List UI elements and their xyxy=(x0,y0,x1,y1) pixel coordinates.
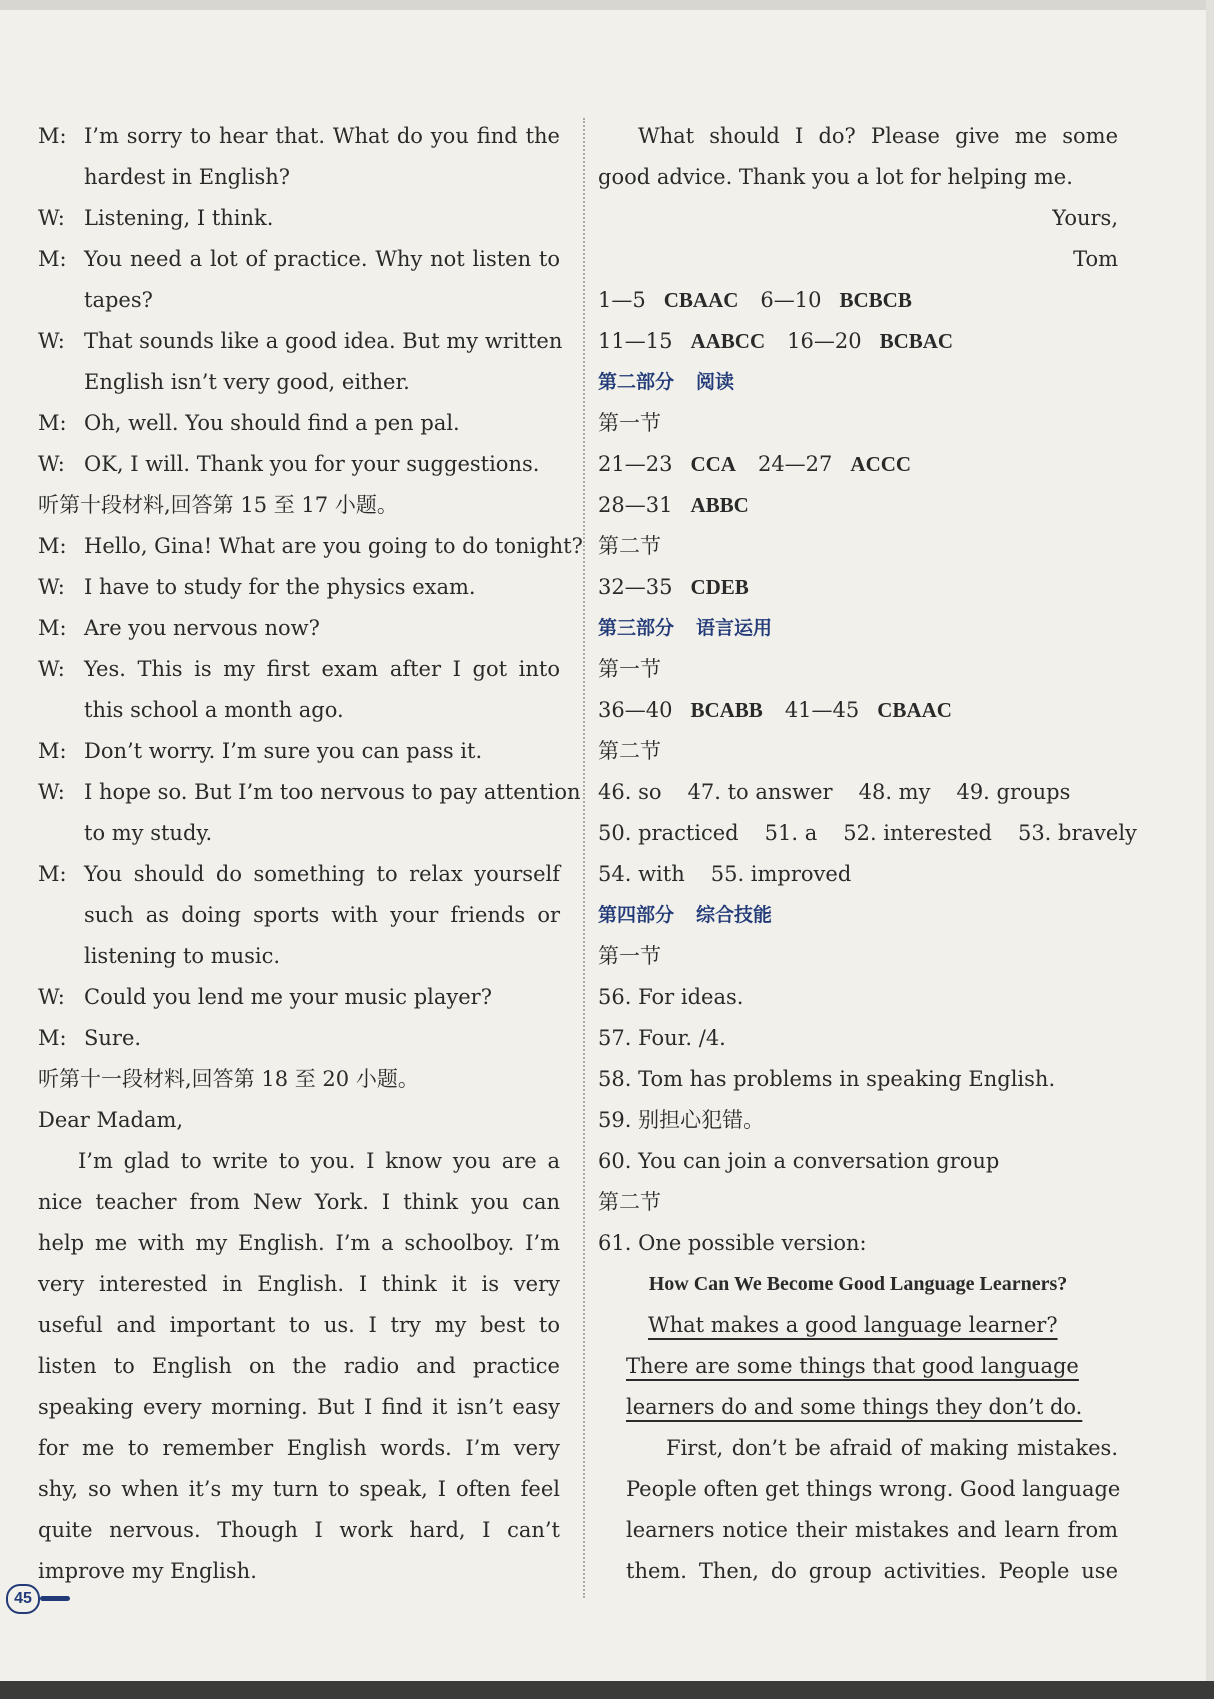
dialogue-line: M: Hello, Gina! What are you going to do tonight? xyxy=(38,534,583,558)
essay-line: them. Then, do group activities. People use xyxy=(626,1559,1118,1583)
answer-line: 57. Four. /4. xyxy=(598,1026,726,1050)
letter-signature: Tom xyxy=(1073,247,1118,271)
dialogue-line: this school a month ago. xyxy=(84,698,344,722)
subsection-label: 第一节 xyxy=(598,411,661,435)
dialogue-line: M: I’m sorry to hear that. What do you find the xyxy=(38,124,560,148)
column-divider xyxy=(583,118,585,1598)
essay-line: First, don’t be afraid of making mistakes. xyxy=(666,1436,1118,1460)
dialogue-line: M: Don’t worry. I’m sure you can pass it. xyxy=(38,739,483,763)
dialogue-line: tapes? xyxy=(84,288,153,312)
essay-line: What makes a good language learner? xyxy=(648,1313,1058,1337)
dialogue-line: English isn’t very good, either. xyxy=(84,370,410,394)
essay-line: People often get things wrong. Good language xyxy=(626,1477,1121,1501)
dialogue-line: M: Are you nervous now? xyxy=(38,616,320,640)
dialogue-line: W: Could you lend me your music player? xyxy=(38,985,492,1009)
dialogue-line: W: Listening, I think. xyxy=(38,206,274,230)
letter-line: nice teacher from New York. I think you can xyxy=(38,1190,560,1214)
answer-line: 59. 别担心犯错。 xyxy=(598,1108,765,1132)
right-column xyxy=(598,116,1137,1592)
letter-salutation: Dear Madam, xyxy=(38,1108,184,1132)
letter-closing: Yours, xyxy=(1052,206,1118,230)
essay-line: learners notice their mistakes and learn from xyxy=(626,1518,1118,1542)
answer-line: 56. For ideas. xyxy=(598,985,744,1009)
letter-line: improve my English. xyxy=(38,1559,257,1583)
subsection-label: 第一节 xyxy=(598,944,661,968)
letter-line: good advice. Thank you a lot for helping me. xyxy=(598,165,1073,189)
answer-row: 32—35 CDEB xyxy=(598,575,749,599)
letter-line: shy, so when it’s my turn to speak, I often feel xyxy=(38,1477,560,1501)
scan-bottom-edge xyxy=(0,1681,1214,1699)
dialogue-line: M: Oh, well. You should find a pen pal. xyxy=(38,411,460,435)
dialogue-line: listening to music. xyxy=(84,944,281,968)
page-number: 45 xyxy=(6,1584,40,1614)
essay-line: learners do and some things they don’t do. xyxy=(626,1395,1083,1419)
dialogue-line: M: You should do something to relax yourself xyxy=(38,862,560,886)
dialogue-line: such as doing sports with your friends or xyxy=(84,903,560,927)
letter-line: help me with my English. I’m a schoolboy. I’m xyxy=(38,1231,560,1255)
scan-top-edge xyxy=(0,0,1214,10)
essay-line: There are some things that good language xyxy=(626,1354,1079,1378)
left-column xyxy=(38,116,583,1592)
letter-line: I’m glad to write to you. I know you are a xyxy=(78,1149,560,1173)
answer-row: 46. so 47. to answer 48. my 49. groups xyxy=(598,780,1071,804)
subsection-label: 第二节 xyxy=(598,1190,661,1214)
dialogue-line: W: That sounds like a good idea. But my written xyxy=(38,329,563,353)
dialogue-line: hardest in English? xyxy=(84,165,291,189)
answer-row: 11—15 AABCC 16—20 BCBAC xyxy=(598,329,954,353)
answer-line: 61. One possible version: xyxy=(598,1231,867,1255)
section-instruction: 听第十一段材料,回答第 18 至 20 小题。 xyxy=(38,1067,419,1091)
answer-line: 60. You can join a conversation group xyxy=(598,1149,1000,1173)
section-heading: 第二部分 阅读 xyxy=(598,371,735,393)
dialogue-line: to my study. xyxy=(84,821,213,845)
dialogue-line: W: I have to study for the physics exam. xyxy=(38,575,476,599)
letter-line: listen to English on the radio and practice xyxy=(38,1354,560,1378)
section-instruction: 听第十段材料,回答第 15 至 17 小题。 xyxy=(38,493,398,517)
letter-line: speaking every morning. But I find it isn’t easy xyxy=(38,1395,560,1419)
letter-line: quite nervous. Though I work hard, I can’t xyxy=(38,1518,560,1542)
letter-line: very interested in English. I think it is very xyxy=(38,1272,560,1296)
dialogue-line: W: Yes. This is my first exam after I got into xyxy=(38,657,560,681)
essay-title: How Can We Become Good Language Learners? xyxy=(648,1273,1068,1295)
letter-line: useful and important to us. I try my best to xyxy=(38,1313,560,1337)
subsection-label: 第一节 xyxy=(598,657,661,681)
subsection-label: 第二节 xyxy=(598,534,661,558)
answer-line: 58. Tom has problems in speaking English. xyxy=(598,1067,1056,1091)
scan-right-edge xyxy=(1206,0,1214,1699)
dialogue-line: W: OK, I will. Thank you for your suggestions. xyxy=(38,452,540,476)
dialogue-line: W: I hope so. But I’m too nervous to pay attention xyxy=(38,780,581,804)
section-heading: 第三部分 语言运用 xyxy=(598,617,773,639)
answer-row: 21—23 CCA 24—27 ACCC xyxy=(598,452,912,476)
answer-row: 50. practiced 51. a 52. interested 53. bravely xyxy=(598,821,1137,845)
answer-row: 28—31 ABBC xyxy=(598,493,749,517)
page-number-decoration xyxy=(40,1596,70,1601)
answer-row: 54. with 55. improved xyxy=(598,862,852,886)
subsection-label: 第二节 xyxy=(598,739,661,763)
dialogue-line: M: You need a lot of practice. Why not listen to xyxy=(38,247,560,271)
dialogue-line: M: Sure. xyxy=(38,1026,142,1050)
letter-line: What should I do? Please give me some xyxy=(638,124,1118,148)
answer-row: 1—5 CBAAC 6—10 BCBCB xyxy=(598,288,912,312)
letter-line: for me to remember English words. I’m very xyxy=(38,1436,560,1460)
section-heading: 第四部分 综合技能 xyxy=(598,904,773,926)
answer-row: 36—40 BCABB 41—45 CBAAC xyxy=(598,698,952,722)
